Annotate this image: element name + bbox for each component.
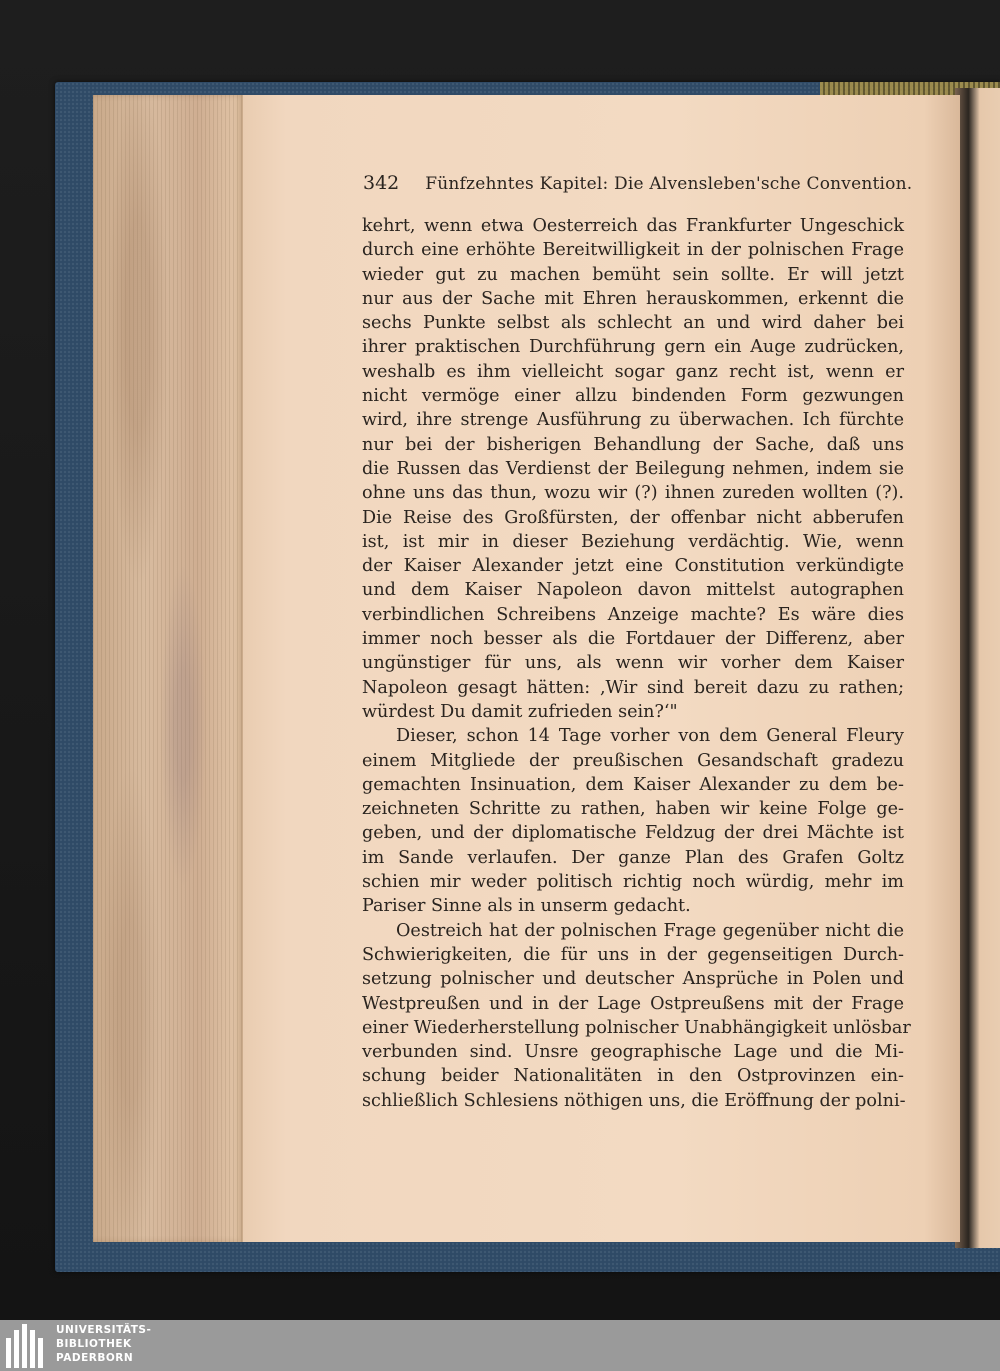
text-line: und dem Kaiser Napoleon davon mittelst autographen: [362, 580, 904, 601]
text-line: immer noch besser als die Fortdauer der Differenz, aber: [362, 629, 904, 650]
text-line: kehrt, wenn etwa Oesterreich das Frankfurter Ungeschick: [362, 216, 904, 236]
text-line: Westpreußen und in der Lage Ostpreußens mit der Frage: [362, 993, 904, 1014]
text-line: geben, und der diplomatische Feldzug der drei Mächte ist: [362, 823, 904, 844]
text-line: nur bei der bisherigen Behandlung der Sache, daß uns: [362, 434, 904, 455]
text-line: schien mir weder politisch richtig noch würdig, mehr im: [362, 872, 904, 893]
text-line: würdest Du damit zufrieden sein?‘": [362, 701, 678, 722]
text-line: Die Reise des Großfürsten, der offenbar nicht abberufen: [362, 507, 904, 528]
text-line: setzung polnischer und deutscher Ansprüche in Polen und: [362, 969, 904, 990]
text-line: Napoleon gesagt hätten: ‚Wir sind bereit dazu zu rathen;: [362, 677, 904, 698]
text-line: der Kaiser Alexander jetzt eine Constitution verkündigte: [362, 556, 904, 577]
facing-page-edge: [955, 88, 1000, 1248]
running-head: Fünfzehntes Kapitel: Die Alvensleben'sche Convention.: [425, 174, 913, 194]
text-line: durch eine erhöhte Bereitwilligkeit in der polnischen Frage: [362, 240, 904, 261]
page-number: 342: [363, 172, 400, 194]
text-line: nicht vermöge einer allzu bindenden Form gezwungen: [362, 386, 904, 407]
text-line: einem Mitgliede der preußischen Gesandschaft gradezu: [362, 750, 904, 771]
text-line: gemachten Insinuation, dem Kaiser Alexander zu dem be-: [362, 774, 904, 795]
text-line: verbindlichen Schreibens Anzeige machte? Es wäre dies: [362, 604, 904, 625]
text-line: im Sande verlaufen. Der ganze Plan des Grafen Goltz: [362, 847, 904, 868]
library-name: [56, 1323, 176, 1365]
text-line: sechs Punkte selbst als schlecht an und wird daher bei: [362, 313, 904, 334]
text-line: weshalb es ihm vielleicht sogar ganz recht ist, wenn er: [362, 361, 904, 382]
text-line: die Russen das Verdienst der Beilegung nehmen, indem sie: [362, 458, 904, 479]
library-name-line: BIBLIOTHEK: [56, 1338, 132, 1350]
text-line: Oestreich hat der polnischen Frage gegenüber nicht die: [396, 920, 904, 941]
text-line: ungünstiger für uns, als wenn wir vorher dem Kaiser: [362, 653, 904, 674]
text-line: wieder gut zu machen bemüht sein sollte. Er will jetzt: [362, 264, 904, 285]
text-line: ist, ist mir in dieser Beziehung verdächtig. Wie, wenn: [362, 531, 904, 552]
page-edges: [93, 95, 243, 1242]
page-header: [363, 172, 913, 198]
text-line: Schwierigkeiten, die für uns in der gegenseitigen Durch-: [362, 944, 904, 965]
library-name-line: PADERBORN: [56, 1352, 134, 1364]
library-logo-icon: [6, 1324, 48, 1368]
text-line: nur aus der Sache mit Ehren herauskommen, erkennt die: [362, 288, 904, 309]
text-line: ohne uns das thun, wozu wir (?) ihnen zureden wollten (?).: [362, 483, 904, 504]
text-line: schließlich Schlesiens nöthigen uns, die Eröffnung der polni-: [362, 1090, 906, 1111]
body-text: [362, 214, 911, 1113]
library-name-line: UNIVERSITÄTS-: [56, 1324, 152, 1336]
text-line: schung beider Nationalitäten in den Ostprovinzen ein-: [362, 1066, 904, 1087]
text-line: einer Wiederherstellung polnischer Unabhängigkeit unlösbar: [362, 1017, 911, 1038]
text-line: Dieser, schon 14 Tage vorher von dem General Fleury: [396, 726, 904, 747]
text-line: ihrer praktischen Durchführung gern ein Auge zudrücken,: [362, 337, 904, 358]
text-line: verbunden sind. Unsre geographische Lage und die Mi-: [362, 1042, 904, 1063]
text-line: zeichneten Schritte zu rathen, haben wir keine Folge ge-: [362, 799, 904, 820]
text-line: Pariser Sinne als in unserm gedacht.: [362, 896, 691, 917]
text-line: wird, ihre strenge Ausführung zu überwachen. Ich fürchte: [362, 410, 904, 431]
